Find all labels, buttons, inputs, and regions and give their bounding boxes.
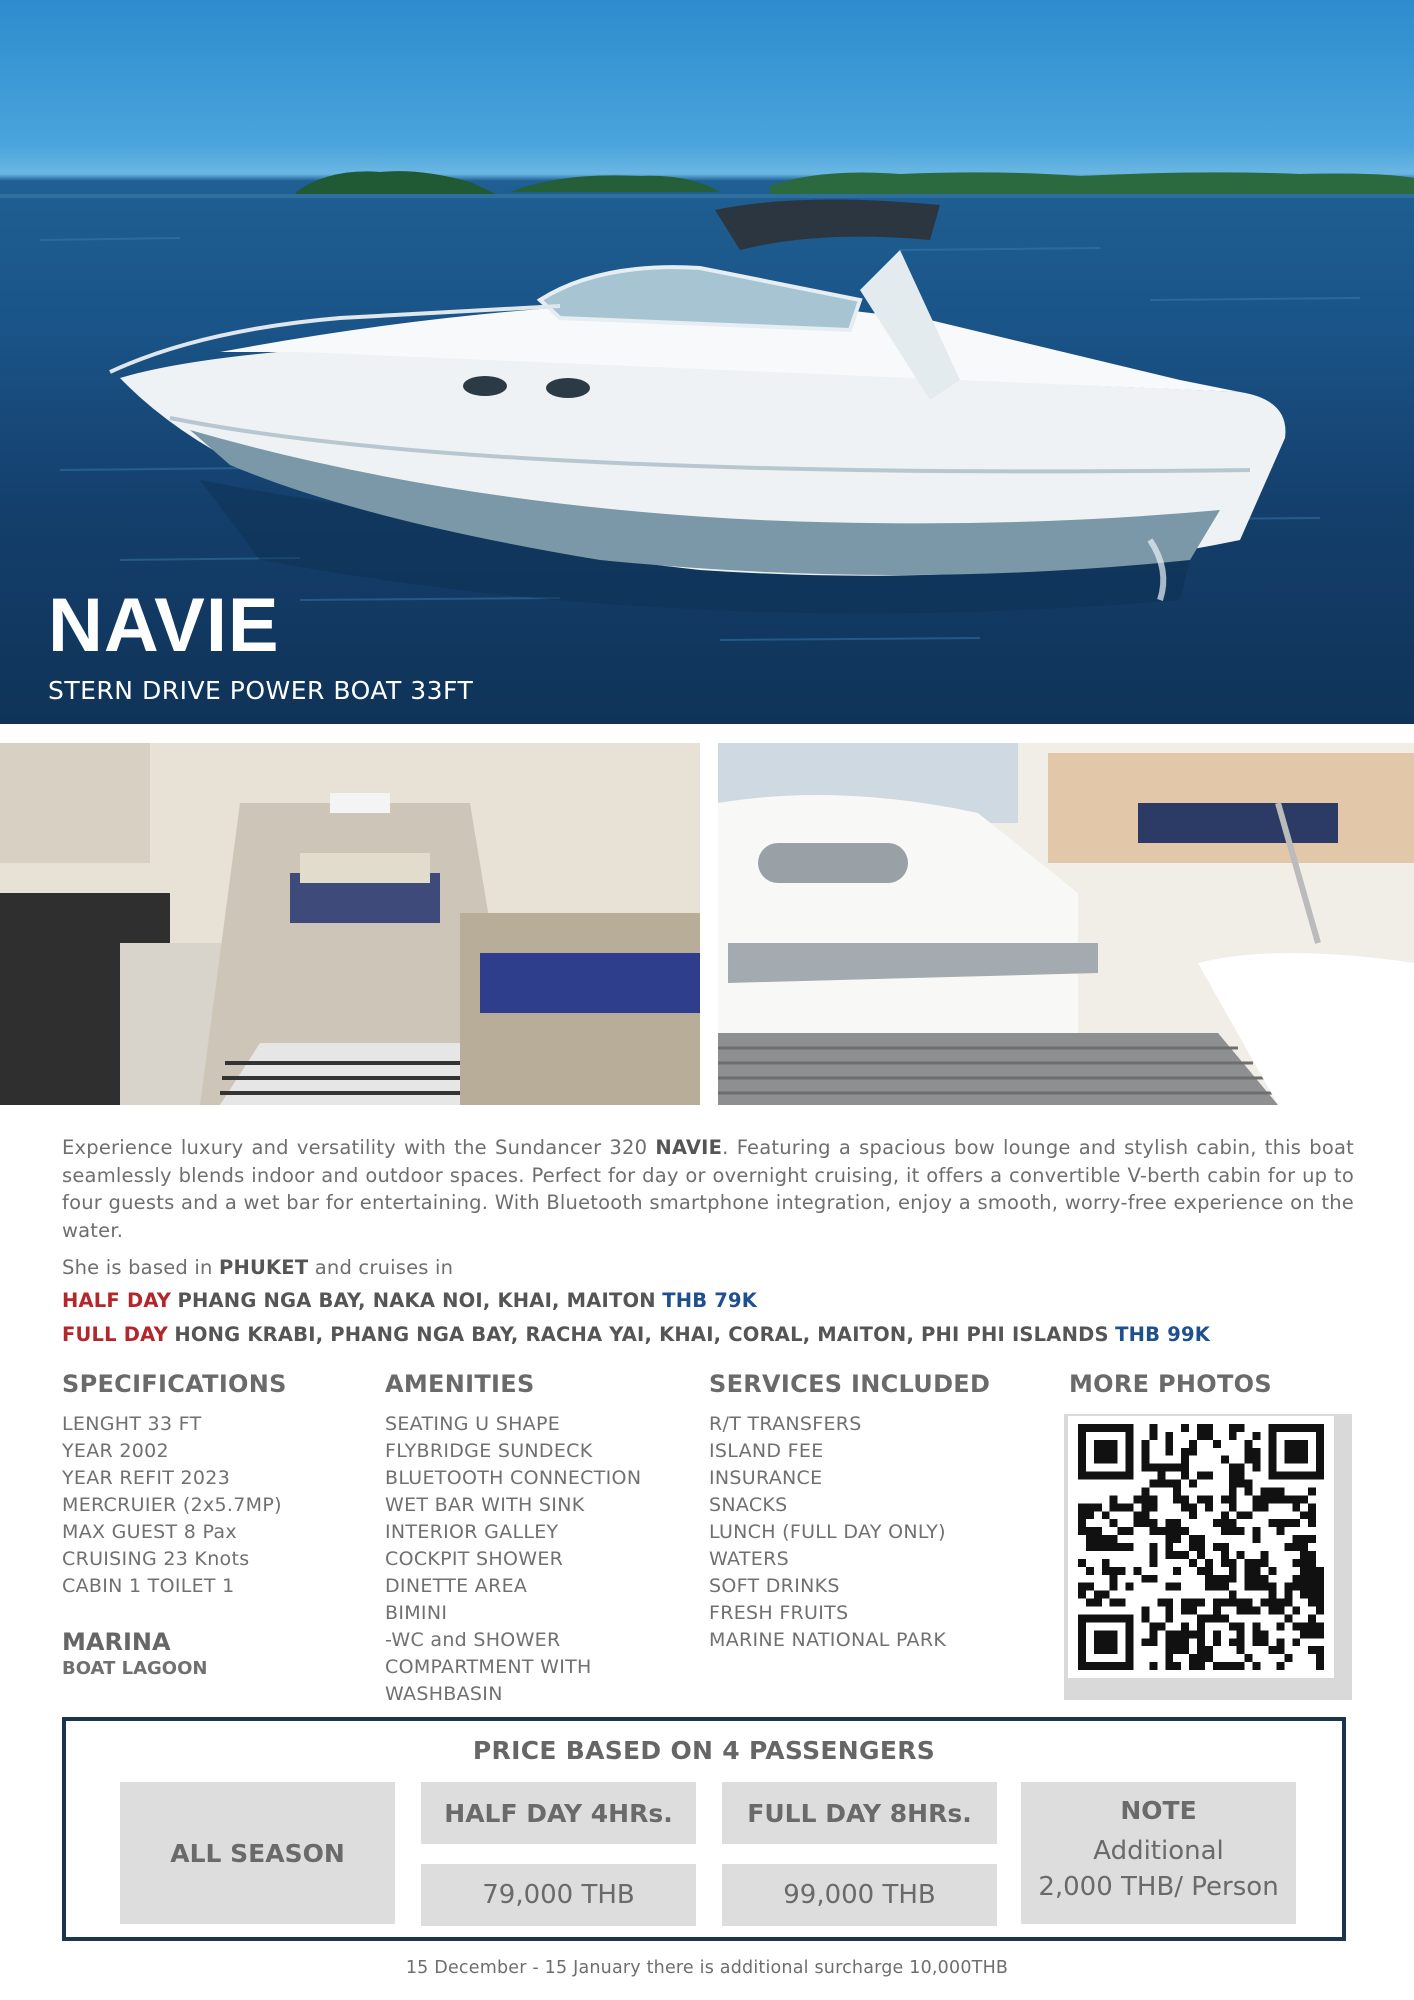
amenity-item: DINETTE AREA xyxy=(385,1575,528,1597)
description-boat-name: NAVIE xyxy=(655,1136,723,1159)
boat-name-title: NAVIE xyxy=(48,583,280,668)
spec-item: CRUISING 23 Knots xyxy=(62,1548,250,1570)
spec-item: YEAR REFIT 2023 xyxy=(62,1467,231,1489)
amenity-item: COMPARTMENT WITH xyxy=(385,1656,592,1678)
amenities-heading: AMENITIES xyxy=(385,1370,535,1398)
specifications-list xyxy=(62,1411,282,1600)
full-day-price: THB 99K xyxy=(1115,1323,1211,1346)
price-heading: PRICE BASED ON 4 PASSENGERS xyxy=(472,1736,936,1765)
amenity-item: BIMINI xyxy=(385,1602,448,1624)
spec-item: YEAR 2002 xyxy=(62,1440,169,1462)
service-item: LUNCH (FULL DAY ONLY) xyxy=(709,1521,946,1543)
half-day-header: HALF DAY 4HRs. xyxy=(421,1782,696,1844)
marina-heading: MARINA xyxy=(62,1628,171,1656)
amenity-item: SEATING U SHAPE xyxy=(385,1413,561,1435)
service-item: FRESH FRUITS xyxy=(709,1602,849,1624)
spec-item: MERCRUIER (2x5.7MP) xyxy=(62,1494,282,1516)
spec-item: LENGHT 33 FT xyxy=(62,1413,202,1435)
base-suffix: and cruises in xyxy=(308,1256,454,1279)
description-part1: Experience luxury and versatility with the Sundancer 320 xyxy=(62,1136,656,1159)
more-photos-heading: MORE PHOTOS xyxy=(1069,1370,1272,1398)
full-day-price-cell: 99,000 THB xyxy=(722,1864,997,1926)
services-list xyxy=(709,1411,946,1654)
note-cell xyxy=(1021,1782,1296,1924)
note-line1: Additional xyxy=(1093,1836,1224,1866)
boat-type-subtitle: STERN DRIVE POWER BOAT 33FT xyxy=(48,676,474,705)
base-prefix: She is based in xyxy=(62,1256,219,1279)
amenity-item: FLYBRIDGE SUNDECK xyxy=(385,1440,593,1462)
base-line xyxy=(62,1256,453,1279)
season-cell: ALL SEASON xyxy=(120,1782,395,1924)
amenity-item: WASHBASIN xyxy=(385,1683,503,1705)
amenity-item: BLUETOOTH CONNECTION xyxy=(385,1467,642,1489)
description-part2: . Featuring a spacious bow lounge and stylish cabin, this boat seamlessly blends indoor and outdoor spaces. Perfect for day or overnight cruising, it offers a convertible V-berth cabin for up to four guests and a wet bar for entertaining. With Bluetooth smartphone integration, enjoy a smooth, worry-free experience on the water. xyxy=(62,1136,1354,1242)
amenities-list xyxy=(385,1411,641,1708)
service-item: SNACKS xyxy=(709,1494,788,1516)
base-city: PHUKET xyxy=(218,1256,309,1279)
full-day-label: FULL DAY xyxy=(62,1323,168,1346)
full-day-header: FULL DAY 8HRs. xyxy=(722,1782,997,1844)
half-day-route xyxy=(62,1289,757,1312)
cabin-photo xyxy=(0,743,700,1105)
amenity-item: COCKPIT SHOWER xyxy=(385,1548,564,1570)
half-day-label: HALF DAY xyxy=(62,1289,172,1312)
full-day-route xyxy=(62,1323,1210,1346)
qr-code-icon[interactable] xyxy=(1068,1416,1334,1678)
service-item: ISLAND FEE xyxy=(709,1440,824,1462)
half-day-places: PHANG NGA BAY, NAKA NOI, KHAI, MAITON xyxy=(177,1289,656,1312)
marina-value: BOAT LAGOON xyxy=(62,1658,208,1679)
service-item: MARINE NATIONAL PARK xyxy=(709,1629,947,1651)
amenity-item: -WC and SHOWER xyxy=(385,1629,561,1651)
service-item: SOFT DRINKS xyxy=(709,1575,840,1597)
service-item: WATERS xyxy=(709,1548,789,1570)
note-heading: NOTE xyxy=(1120,1796,1197,1825)
amenity-item: WET BAR WITH SINK xyxy=(385,1494,585,1516)
spec-item: MAX GUEST 8 Pax xyxy=(62,1521,237,1543)
service-item: R/T TRANSFERS xyxy=(709,1413,862,1435)
half-day-price-cell: 79,000 THB xyxy=(421,1864,696,1926)
half-day-price: THB 79K xyxy=(662,1289,758,1312)
specifications-heading: SPECIFICATIONS xyxy=(62,1370,287,1398)
service-item: INSURANCE xyxy=(709,1467,823,1489)
services-heading: SERVICES INCLUDED xyxy=(709,1370,991,1398)
full-day-places: HONG KRABI, PHANG NGA BAY, RACHA YAI, KHAI, CORAL, MAITON, PHI PHI ISLANDS xyxy=(174,1323,1109,1346)
surcharge-footer: 15 December - 15 January there is additional surcharge 10,000THB xyxy=(405,1958,1009,1978)
note-line2: 2,000 THB/ Person xyxy=(1038,1872,1279,1902)
spec-item: CABIN 1 TOILET 1 xyxy=(62,1575,235,1597)
amenity-item: INTERIOR GALLEY xyxy=(385,1521,559,1543)
deck-photo xyxy=(718,743,1414,1105)
description-paragraph xyxy=(62,1134,1354,1244)
